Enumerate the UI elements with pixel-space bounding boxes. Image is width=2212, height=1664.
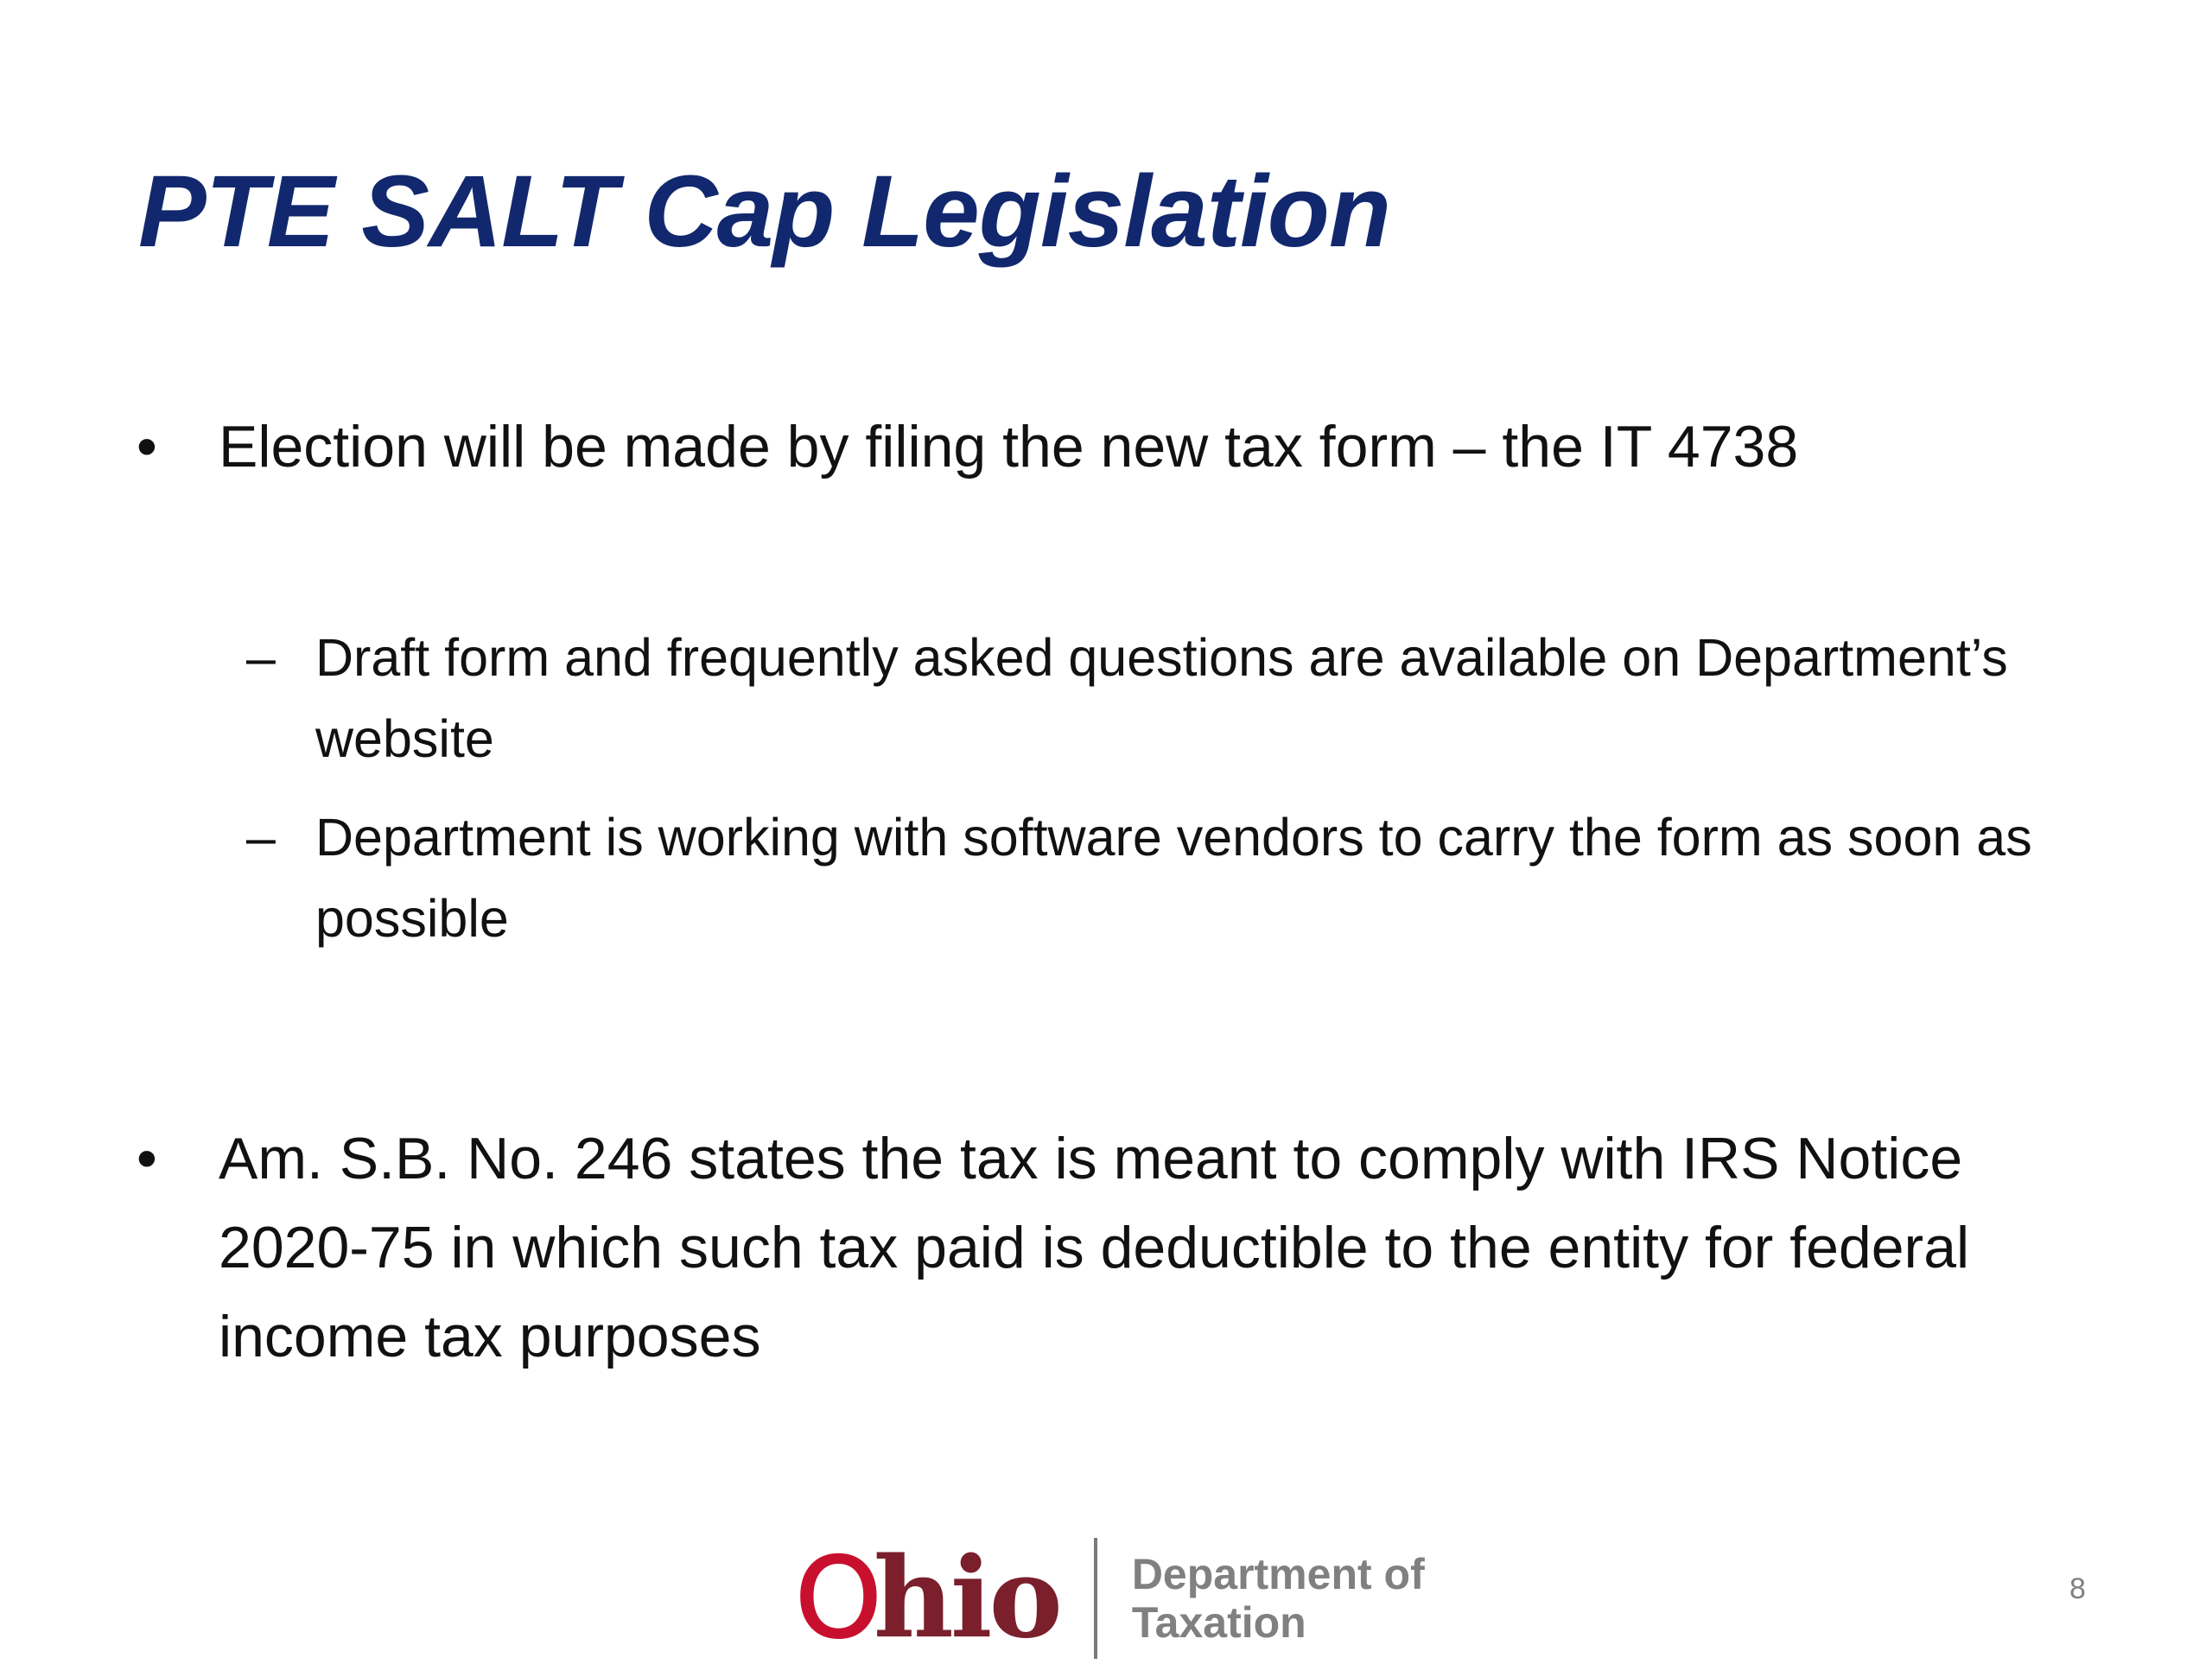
bullet-item-sb-246 bbox=[137, 1115, 2020, 1381]
bullet-text: Am. S.B. No. 246 states the tax is meant to comply with IRS Notice 2020-75 in which such tax paid is deductible to the entity for federal income tax purposes bbox=[219, 1126, 1970, 1369]
sub-bullet-software-vendors bbox=[246, 797, 2069, 959]
sub-bullet-text: Department is working with software vendors to carry the form as soon as possible bbox=[315, 808, 2032, 948]
department-name-line1: Department of bbox=[1131, 1550, 1425, 1598]
department-name-line2: Taxation bbox=[1131, 1598, 1306, 1647]
ohio-department-of-taxation-logo bbox=[795, 1534, 1425, 1663]
department-name bbox=[1132, 1550, 1425, 1647]
sub-bullet-draft-form bbox=[246, 617, 2044, 779]
ohio-logo-o: O bbox=[795, 1534, 874, 1663]
sub-bullet-marker: – bbox=[246, 628, 276, 687]
sub-bullet-marker: – bbox=[246, 808, 276, 867]
page-number: 8 bbox=[2069, 1572, 2086, 1605]
bullet-marker: • bbox=[137, 1126, 157, 1191]
ohio-logo-hio: hio bbox=[873, 1533, 1059, 1663]
ohio-logo-wordmark bbox=[795, 1534, 1059, 1664]
bullet-marker: • bbox=[137, 414, 157, 480]
logo-divider bbox=[1094, 1538, 1097, 1659]
bullet-text: Election will be made by filing the new tax form – the IT 4738 bbox=[219, 414, 1799, 480]
bullet-item-election bbox=[137, 403, 2107, 492]
slide-title: PTE SALT Cap Legislation bbox=[138, 155, 1390, 269]
sub-bullet-text: Draft form and frequently asked questions are available on Department’s website bbox=[315, 628, 2008, 768]
